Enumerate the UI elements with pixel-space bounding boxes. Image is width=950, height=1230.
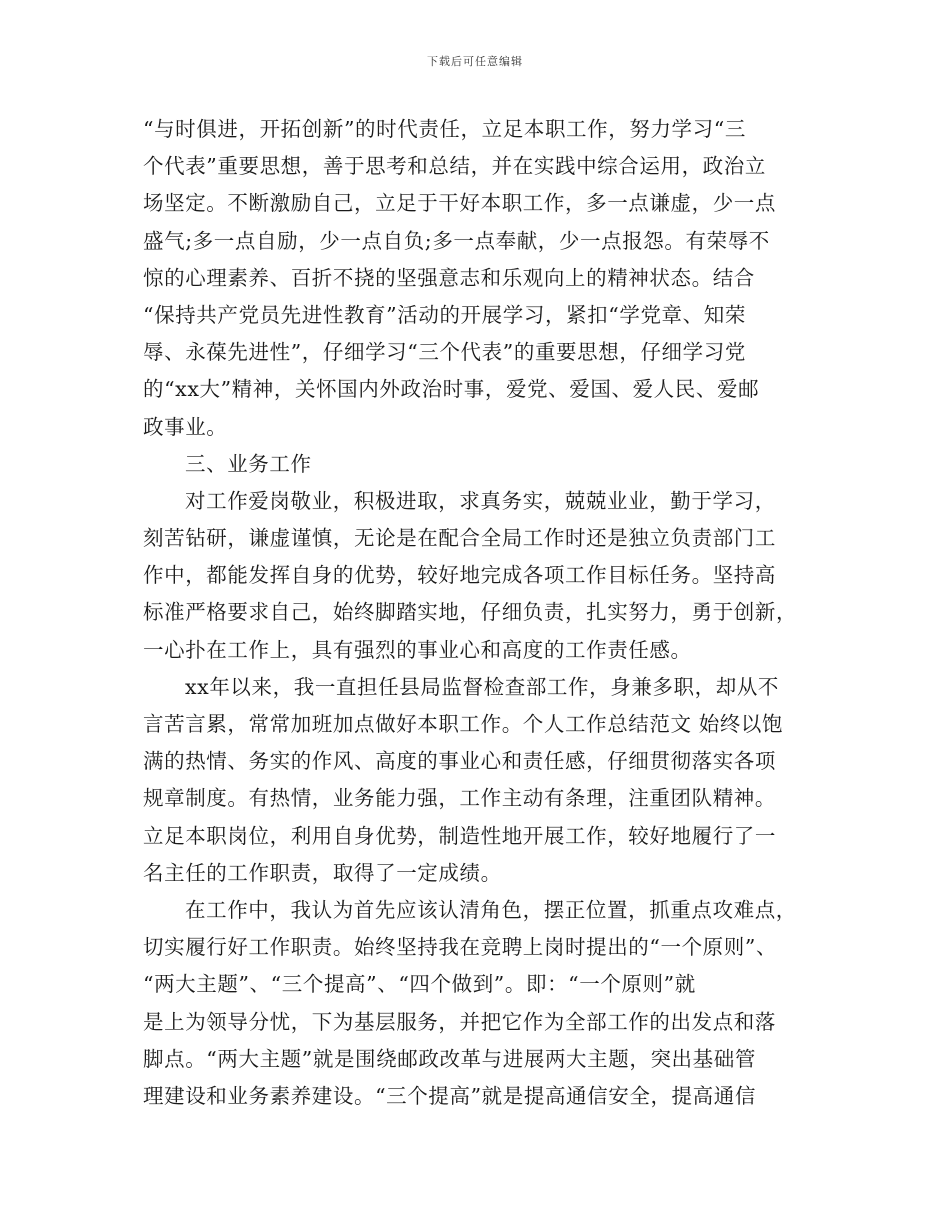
text-line: 立足本职岗位，利用自身优势，制造性地开展工作，较好地履行了一 <box>143 823 776 848</box>
section-heading: 三、业务工作 <box>185 451 312 476</box>
text-line: 是上为领导分忧，下为基层服务，并把它作为全部工作的出发点和落 <box>143 1009 776 1034</box>
text-line: 作中，都能发挥自身的优势，较好地完成各项工作目标任务。坚持高 <box>143 563 776 588</box>
text-line: 切实履行好工作职责。始终坚持我在竞聘上岗时提出的“一个原则”、 <box>143 935 778 960</box>
text-line: 规章制度。有热情，业务能力强，工作主动有条理，注重团队精神。 <box>143 786 776 811</box>
text-line: 名主任的工作职责，取得了一定成绩。 <box>143 860 502 885</box>
text-line: 辱、永葆先进性”，仔细学习“三个代表”的重要思想，仔细学习党 <box>143 340 746 365</box>
text-line: 对工作爱岗敬业，积极进取，求真务实，兢兢业业，勤于学习， <box>185 488 776 513</box>
text-line: “与时俱进，开拓创新”的时代责任，立足本职工作，努力学习“三 <box>143 117 746 141</box>
text-line: 的“xx大”精神，关怀国内外政治时事，爱党、爱国、爱人民、爱邮 <box>143 377 760 402</box>
text-line: 在工作中，我认为首先应该认清角色，摆正位置，抓重点攻难点， <box>185 897 797 922</box>
text-line: 言苦言累，常常加班加点做好本职工作。个人工作总结范文 始终以饱 <box>143 712 784 736</box>
page-header: 下载后可任意编辑 <box>427 55 523 68</box>
text-line: xx年以来，我一直担任县局监督检查部工作，身兼多职，却从不 <box>185 674 780 699</box>
text-line: 一心扑在工作上，具有强烈的事业心和高度的工作责任感。 <box>143 637 692 662</box>
text-line: 刻苦钻研，谦虚谨慎，无论是在配合全局工作时还是独立负责部门工 <box>143 526 776 551</box>
text-line: 个代表”重要思想，善于思考和总结，并在实践中综合运用，政治立 <box>143 154 766 179</box>
text-line: 惊的心理素养、百折不挠的坚强意志和乐观向上的精神状态。结合 <box>143 265 755 290</box>
text-line: 脚点。“两大主题”就是围绕邮政改革与进展两大主题，突出基础管 <box>143 1046 756 1071</box>
text-line: 满的热情、务实的作风、高度的事业心和责任感，仔细贯彻落实各项 <box>143 749 776 774</box>
text-line: 理建设和业务素养建设。“三个提高”就是提高通信安全，提高通信 <box>143 1083 756 1108</box>
text-line: 盛气;多一点自励，少一点自负;多一点奉献，少一点报怨。有荣辱不 <box>143 228 770 253</box>
document-body <box>143 111 807 1115</box>
text-line: “保持共产党员先进性教育”活动的开展学习，紧扣“学党章、知荣 <box>143 302 746 327</box>
text-line: 政事业。 <box>143 414 228 439</box>
text-line: 标准严格要求自己，始终脚踏实地，仔细负责，扎实努力，勇于创新， <box>143 600 798 625</box>
text-line: “两大主题”、“三个提高”、“四个做到”。即：“一个原则”就 <box>143 972 696 997</box>
text-line: 场坚定。不断激励自己，立足于干好本职工作，多一点谦虚，少一点 <box>143 191 776 216</box>
